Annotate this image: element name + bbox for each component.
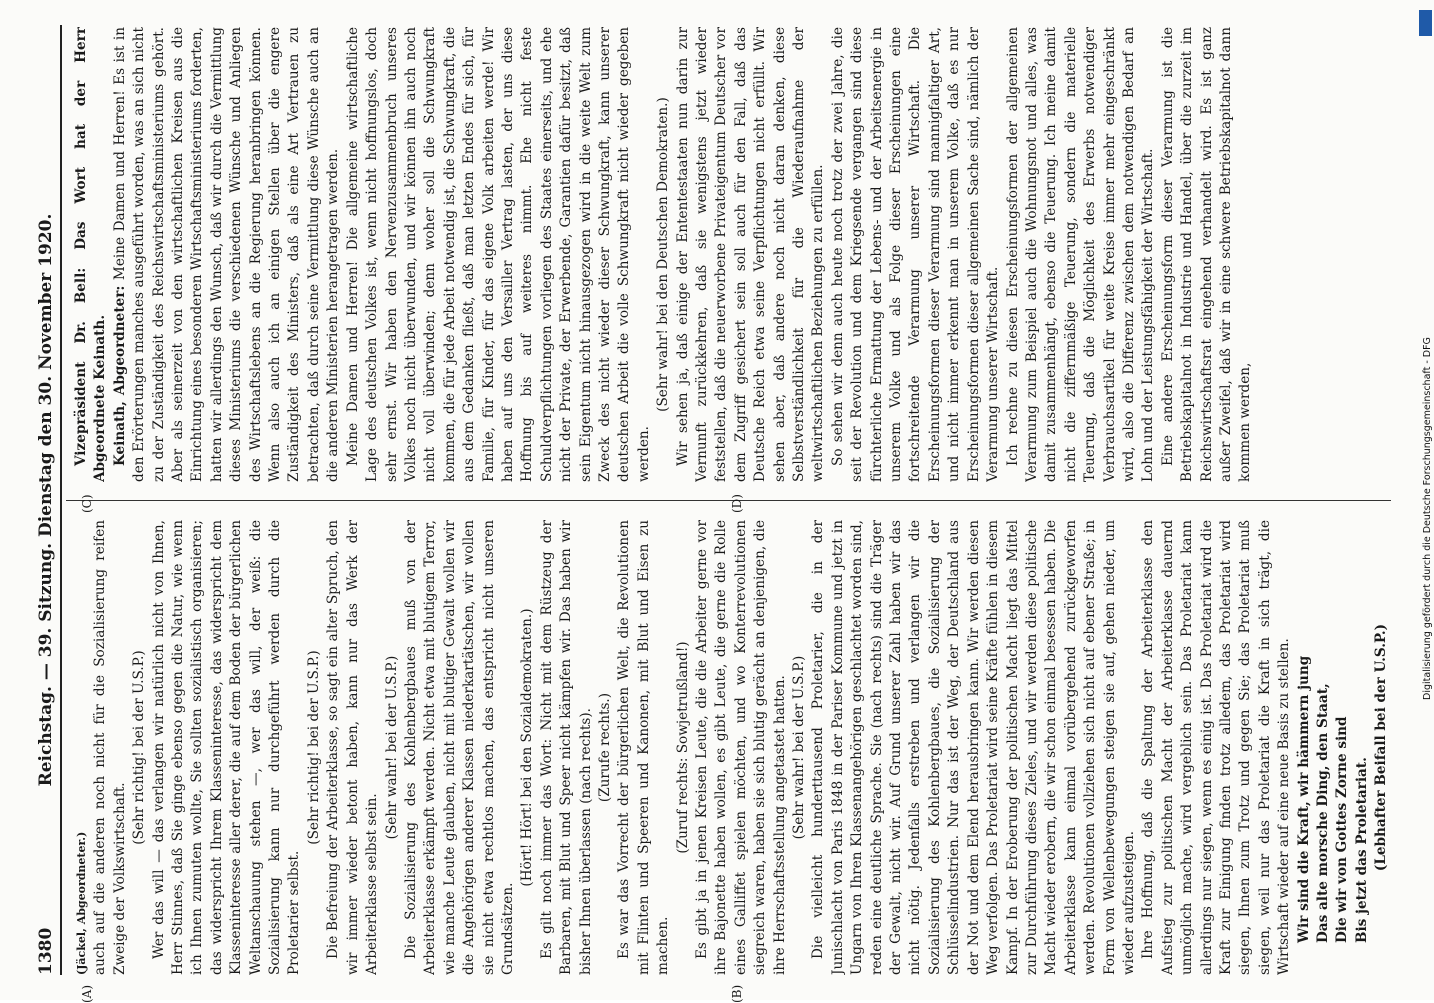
interjection: (Lebhafter Beifall bei der U.S.P.) — [1373, 623, 1390, 872]
credit-text: Digitalisierung gefördert durch die Deutsche Forschungsgemeinschaft - DFG — [1422, 337, 1433, 700]
paragraph: Es war das Vorrecht der bürgerlichen Welt, die Revolutionen mit Flinten und Speeren und Kanonen, mit Blut und Eisen zu machen. — [616, 520, 672, 975]
digitization-credit — [1418, 0, 1434, 1000]
speaker-continuation: (Jäckel, Abgeordneter.) — [75, 831, 88, 975]
marker-a: (A) — [80, 984, 94, 1003]
paragraph: Die vielleicht hunderttausend Proletarier, die in der Junischlacht von Paris 1848 in der Pariser Kommune und jetzt in Ungarn von Ihren Klassenangehörigen geschlachtet worden sind, reden eine deutliche Sprache. Sie (nach rechts) sind die Träger der Gewalt, nicht wir. Auf Grund unserer Zahl haben wir das nicht nötig. Jedenfalls erstreben und verlangen wir die Sozialisierung des Kohlenbergbaues, die Sozialisierung der Schlüsselindustrien. Nur das ist der Weg, der Deutschland aus der Not und dem Elend herausbringen kann. Wir werden diesen Weg verfolgen. Das Proletariat wird seine Kräfte fühlen in diesem Kampf. In der Eroberung der politischen Macht liegt das Mittel zur Durchführung dieses Zieles, und wir werden diese politische Macht wieder erobern, die wir schon einmal besessen haben. Die Arbeiterklasse kann einmal vorübergehend zurückgeworfen werden. Revolutionen vollziehen sich nicht auf ebener Straße; in Form von Wellenbewegungen steigen sie auf, gehen nieder, um wieder aufzusteigen. — [810, 520, 1137, 975]
paragraph-president: Vizepräsident Dr. Bell: Das Wort hat der Herr Abgeordnete Keinath. — [73, 27, 109, 482]
interjection: (Sehr richtig! bei der U.S.P.) — [305, 650, 322, 845]
left-column — [72, 520, 1392, 975]
paragraph: Ich rechne zu diesen Erscheinungsformen der allgemeinen Verarmung zum Beispiel auch die Wohnungsnot und alles, was damit zusammenhängt, ebenso die Teuerung. Ich meine damit nicht die ziffernmäßige Teuerung, sondern die materielle Teuerung, daß die Möglichkeit des Erwerbs notwendiger Verbrauchsartikel für weite Kreise immer mehr eingeschränkt wird, also die Differenz zwischen dem notwendigen Bedarf an Lohn und der Leistungsfähigkeit der Wirtschaft. — [1004, 27, 1157, 482]
paragraph: Wir sehen ja, daß einige der Ententestaaten nun darin zur Vernunft zurückkehren, daß sie wenigstens jetzt wieder feststellen, daß die neuerworbene Privateigentum Deutscher vor dem Zugriff gesichert sein soll auch für den Fall, daß das Deutsche Reich etwa seine Verpflichtungen nicht erfüllt. Wir sehen aber, daß andere noch nicht daran denken, diese Selbstverständlichkeit für die Wiederaufnahme der weltwirtschaftlichen Beziehungen zu erfüllen. — [674, 27, 827, 482]
marker-b: (B) — [730, 984, 744, 1003]
interjection: (Zurufe rechts.) — [596, 692, 613, 803]
verse-line: Wir sind die Kraft, wir hämmern jung — [1295, 655, 1312, 943]
speaker-name: Keinath, Abgeordneter: — [111, 285, 128, 466]
interjection: (Sehr richtig! bei der U.S.P.) — [131, 650, 148, 845]
session-title: Reichstag. — 39. Sitzung. Dienstag den 30. November 1920. — [36, 213, 56, 787]
verse-line: Bis jetzt das Proletariat. — [1353, 757, 1370, 943]
interjection: (Sehr wahr! bei der U.S.P.) — [791, 655, 808, 840]
paragraph: Es gibt ja in jenen Kreisen Leute, die die Arbeiter gerne vor ihre Bajonette haben wollen, es gibt Leute, die gerne die Rolle eines Galliffet spielen möchten, und wo Konterrevolutionen siegreich waren, haben sie sich blutig gerächt an denjenigen, die ihre Herrschaftsstellung angetastet hatten. — [694, 520, 788, 975]
paragraph: Meine Damen und Herren! Die allgemeine wirtschaftliche Lage des deutschen Volkes ist, wenn nicht hoffnungslos, doch sehr ernst. Wir haben den Nervenzusammenbruch unseres Volkes noch nicht überwunden, und wir können ihn auch noch nicht voll überwinden; denn woher soll die Schwungkraft kommen, die für jede Arbeit notwendig ist, die Schwungkraft, die aus dem Gedanken fließt, daß man letzten Endes für sich, für Familie, für Kinder, für das eigene Volk arbeiten werde! Wir haben auf uns den Versailler Vertrag lasten, der uns diese Hoffnung bis auf weiteres nimmt. Ehe nicht feste Schuldverpflichtungen vorliegen des Staates einerseits, und ehe nicht der Private, der Erwerbende, Garantien dafür besitzt, daß sein Eigentum nicht hinausgezogen wird in die weite Welt zum Zweck des nicht wieder dieser Schwungkraft, kann unserer deutschen Arbeit die volle Schwungkraft nicht wieder gegeben werden. — [344, 27, 652, 482]
verse-line: Das alte morsche Ding, den Staat, — [1315, 683, 1331, 943]
paragraph: Die Befreiung der Arbeiterklasse, so sagt ein alter Spruch, den wir immer wieder betont haben, kann nur das Werk der Arbeiterklasse selbst sein. — [325, 520, 381, 975]
paragraph: So sehen wir denn auch heute noch trotz der zwei Jahre, die seit der Revolution und dem Kriegsende vergangen sind diese fürchterliche Ermattung der Lebens- und der Arbeitsenergie in unserem Volke und als Folge dieser Erscheinungen eine fortschreitende Verarmung unserer Wirtschaft. Die Erscheinungsformen dieser Verarmung sind mannigfaltiger Art, und nicht immer erkennt man in unserem Volke, daß es nur Erscheinungsformen dieser allgemeinen Sache sind, nämlich der Verarmung unserer Wirtschaft. — [829, 27, 1002, 482]
rotated-page-content — [30, 25, 1400, 1003]
right-column — [72, 27, 1392, 482]
paragraph: auch auf die anderen noch nicht für die Sozialisierung reifen Zweige der Volkswirtschaft. — [92, 520, 128, 975]
paragraph-text: Meine Damen und Herren! Es ist in den Erörterungen manches ausgeführt worden, was an sich nicht zu der Zuständigkeit des Reichswirtschaftsministeriums gehört. Aber als seinerzeit von den wirtschaftlichen Kreisen aus die Einrichtung eines besonderen Wirtschaftsministeriums forderten, hatten wir allerdings den Wunsch, daß wir durch die Vermittlung dieses Ministeriums die verschiedenen Wünsche und Anliegen des Wirtschaftslebens an die Regierung heranbringen können. Wenn also auch ich an einigen Stellen über die engere Zuständigkeit des Ministers, daß als eine Art Vertrauen zu betrachten, daß durch seine Vermittlung diese Wünsche auch an die anderen Ministerien herangetragen werden. — [111, 27, 342, 482]
interjection: (Zuruf rechts: Sowjetrußland!) — [674, 641, 691, 854]
verse-line: Die wir von Gottes Zorne sind — [1334, 716, 1351, 943]
paragraph: Wer das will — das verlangen wir natürlich nicht von Ihnen, Herr Stinnes, daß Sie ginge ebenso gegen die Natur, wie wenn ich Ihnen zumuten wollte, Sie sollten sozialistisch organisieren; das widerspricht Ihrem Klasseninteresse, das widerspricht dem Klasseninteresse aller derer, die auf dem Boden der bürgerlichen Weltanschauung stehen —, wer das will, der weiß: die Sozialisierung kann nur durchgeführt werden durch die Proletarier selbst. — [150, 520, 303, 975]
interjection: (Hört! Hört! bei den Sozialdemokraten.) — [519, 608, 536, 887]
paragraph: Eine andere Erscheinungsform dieser Verarmung ist die Betriebskapitalnot in Industrie und Handel, über die zurzeit im Reichswirtschaftsrat eingehend verhandelt wird. Es ist ganz außer Zweifel, daß wir in eine schwere Betriebskapitalnot dann kommen werden, — [1159, 27, 1254, 482]
marker-c: (C) — [80, 494, 94, 513]
paragraph: Die Sozialisierung des Kohlenbergbaues muß von der Arbeiterklasse erkämpft werden. Nicht etwa mit blutigem Terror, wie manche Leute glauben, nicht mit blutiger Gewalt wollen wir die Angehörigen anderer Klassen niederkartätschen, wir wollen sie nicht etwa rechtlos machen, das entspricht nicht unseren Grundsätzen. — [402, 520, 516, 975]
interjection: (Sehr wahr! bei den Deutschen Demokraten.) — [655, 97, 672, 412]
paragraph: Ihre Hoffnung, daß die Spaltung der Arbeiterklasse den Aufstieg zur politischen Macht der Arbeiterklasse dauernd unmöglich mache, wird vergeblich sein. Das Proletariat kann allerdings nur siegen, wenn es einig ist. Das Proletariat wird die Kraft zur Einigung finden trotz alledem, das Proletariat wird siegen, Ihnen zum Trotz und gegen Sie; das Proletariat muß siegen, weil nur das Proletariat die Kraft in sich trägt, die Wirtschaft wieder auf eine neue Basis zu stellen. — [1140, 520, 1293, 975]
page-header — [30, 25, 62, 975]
paragraph: Es gilt noch immer das Wort: Nicht mit dem Rüstzeug der Barbaren, mit Blut und Speer nicht kämpfen wir. Das haben wir bisher Ihnen überlassen (nach rechts). — [538, 520, 594, 975]
page-number: 1380 — [36, 927, 56, 975]
column-divider — [66, 500, 1391, 501]
interjection: (Sehr wahr! bei der U.S.P.) — [383, 655, 400, 840]
marker-d: (D) — [730, 494, 744, 513]
